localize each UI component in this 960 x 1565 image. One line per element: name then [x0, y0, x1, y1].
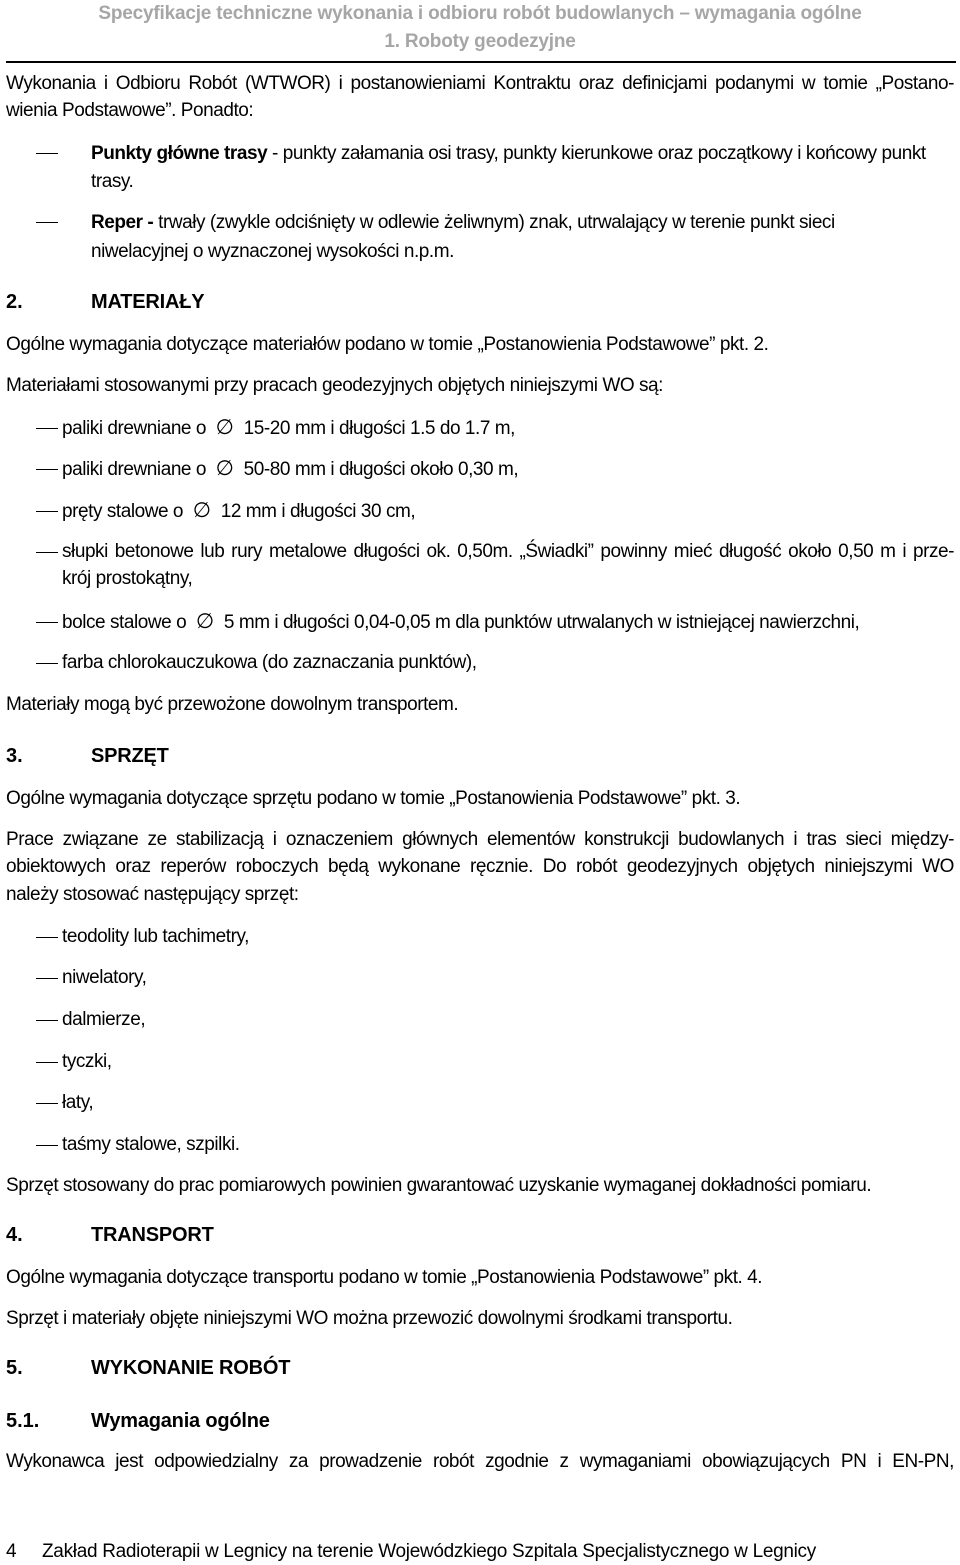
dash-bullet	[36, 1103, 58, 1104]
diameter-icon: ∅	[215, 416, 234, 439]
definition-text: trwały (zwykle odciśnięty w odlewie żeliwnym) znak, utrwalający w terenie punkt sieci	[153, 212, 835, 233]
list-item-text: 5 mm i długości 0,04-0,05 m dla punktów utrwalanych w istniejącej nawierzchni,	[219, 612, 860, 633]
dash-bullet	[36, 937, 58, 938]
list-item	[62, 608, 859, 636]
paragraph: Ogólne wymagania dotyczące transportu podano w tomie „Postanowienia Podstawowe” pkt. 4.	[6, 1267, 763, 1288]
definition-main-points-cont: trasy.	[91, 171, 134, 192]
dash-bullet	[36, 1145, 58, 1146]
header-subtitle: 1. Roboty geodezyjne	[384, 31, 576, 52]
section-title-equipment: SPRZĘT	[91, 745, 169, 767]
paragraph-line: należy stosować następujący sprzęt:	[6, 884, 299, 905]
intro-line-2: wienia Podstawowe”. Ponadto:	[6, 100, 254, 121]
section-number: 2.	[6, 291, 23, 313]
list-item-text: bolce stalowe o	[62, 612, 192, 633]
paragraph-line: Prace związane ze stabilizacją i oznaczeniem głównych elementów konstrukcji budowlanych i tras sieci między-	[6, 829, 954, 850]
dash-bullet	[36, 552, 58, 553]
list-item-text: pręty stalowe o	[62, 501, 188, 522]
list-item-text: 50-80 mm i długości około 0,30 m,	[238, 459, 519, 480]
list-item: taśmy stalowe, szpilki.	[62, 1134, 240, 1155]
subsection-title: Wymagania ogólne	[91, 1410, 270, 1432]
paragraph: Wykonawca jest odpowiedzialny za prowadzenie robót zgodnie z wymaganiami obowiązujących PN i EN-PN,	[6, 1451, 954, 1472]
header-title: Specyfikacje techniczne wykonania i odbioru robót budowlanych – wymagania ogólne	[98, 3, 862, 24]
dash-bullet	[36, 1062, 58, 1063]
list-item-text: paliki drewniane o	[62, 418, 211, 439]
dash-bullet	[36, 428, 58, 429]
dash-bullet	[36, 469, 58, 470]
list-item-text: 15-20 mm i długości 1.5 do 1.7 m,	[238, 418, 516, 439]
section-title-works: WYKONANIE ROBÓT	[91, 1357, 291, 1379]
definition-term: Reper -	[91, 212, 154, 233]
paragraph: Ogólne wymagania dotyczące sprzętu podano w tomie „Postanowienia Podstawowe” pkt. 3.	[6, 788, 741, 809]
diameter-icon: ∅	[195, 610, 215, 633]
intro-line-1: Wykonania i Odbioru Robót (WTWOR) i postanowieniami Kontraktu oraz definicjami podanymi w tomie „Postano-	[6, 73, 954, 94]
paragraph: Ogólne wymagania dotyczące materiałów podano w tomie „Postanowienia Podstawowe” pkt. 2.	[6, 334, 769, 355]
section-title-materials: MATERIAŁY	[91, 291, 205, 313]
header-divider	[6, 61, 956, 63]
definition-text: - punkty załamania osi trasy, punkty kierunkowe oraz początkowy i końcowy punkt	[267, 143, 926, 164]
list-item-text: 12 mm i długości 30 cm,	[215, 501, 416, 522]
list-item: łaty,	[62, 1092, 94, 1113]
dash-bullet	[36, 511, 58, 512]
paragraph: Sprzęt stosowany do prac pomiarowych powinien gwarantować uzyskanie wymaganej dokładności pomiaru.	[6, 1175, 872, 1196]
list-item: farba chlorokauczukowa (do zaznaczania punktów),	[62, 652, 477, 673]
list-item	[62, 497, 415, 525]
paragraph: Sprzęt i materiały objęte niniejszymi WO można przewozić dowolnymi środkami transportu.	[6, 1308, 733, 1329]
list-item: teodolity lub tachimetry,	[62, 926, 249, 947]
section-number: 5.	[6, 1357, 23, 1379]
diameter-icon: ∅	[215, 457, 234, 480]
footer-text: Zakład Radioterapii w Legnicy na terenie Wojewódzkiego Szpitala Specjalistycznego w Legnicy	[42, 1541, 816, 1562]
dash-bullet	[36, 622, 58, 623]
definition-main-points	[91, 140, 926, 167]
list-item: niwelatory,	[62, 967, 147, 988]
paragraph: Materiałami stosowanymi przy pracach geodezyjnych objętych niniejszymi WO są:	[6, 375, 664, 396]
section-number: 3.	[6, 745, 23, 767]
definition-reper-cont: niwelacyjnej o wyznaczonej wysokości n.p.m.	[91, 241, 454, 262]
definition-term: Punkty główne trasy	[91, 143, 268, 164]
page-number: 4	[6, 1541, 17, 1562]
section-number: 4.	[6, 1224, 23, 1246]
dash-bullet	[36, 1020, 58, 1021]
dash-bullet	[36, 663, 58, 664]
list-item	[62, 455, 518, 483]
paragraph: Materiały mogą być przewożone dowolnym transportem.	[6, 694, 459, 715]
list-item: słupki betonowe lub rury metalowe długości ok. 0,50m. „Świadki” powinny mieć długość około 0,50 m i prze-	[62, 541, 954, 562]
paragraph-line: obiektowych oraz reperów roboczych będą wykonane ręcznie. Do robót geodezyjnych objętych niniejszymi WO	[6, 856, 954, 877]
list-item-cont: krój prostokątny,	[62, 568, 193, 589]
list-item	[62, 414, 515, 442]
dash-bullet	[36, 222, 58, 223]
dash-bullet	[36, 978, 58, 979]
subsection-number: 5.1.	[6, 1410, 40, 1432]
list-item-text: paliki drewniane o	[62, 459, 211, 480]
dash-bullet	[36, 153, 58, 154]
list-item: tyczki,	[62, 1051, 112, 1072]
definition-reper	[91, 209, 835, 236]
diameter-icon: ∅	[192, 499, 212, 522]
section-title-transport: TRANSPORT	[91, 1224, 214, 1246]
list-item: dalmierze,	[62, 1009, 146, 1030]
